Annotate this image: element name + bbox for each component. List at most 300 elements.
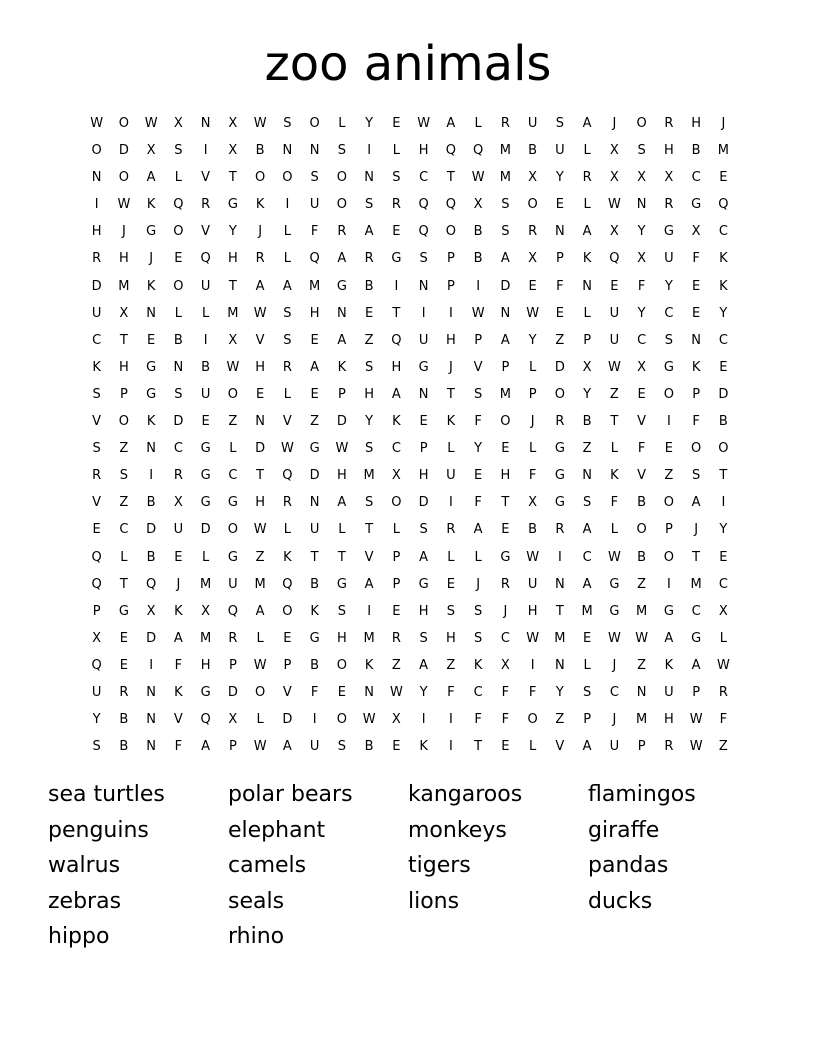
grid-letter: X — [691, 224, 701, 240]
grid-letter: C — [391, 441, 401, 457]
grid-letter: G — [691, 630, 702, 646]
grid-letter: D — [146, 630, 157, 646]
grid-letter: U — [309, 522, 320, 538]
grid-letter: D — [173, 414, 184, 430]
grid-letter: B — [528, 143, 538, 159]
grid-letter: N — [418, 278, 429, 294]
word-list-item: polar bears — [228, 782, 353, 807]
grid-letter: A — [391, 386, 401, 402]
grid-letter: K — [310, 603, 319, 619]
grid-letter: K — [337, 359, 347, 375]
grid-letter: S — [555, 116, 564, 131]
grid-letter: R — [664, 739, 674, 755]
grid-row — [83, 304, 737, 331]
grid-letter: I — [149, 468, 154, 484]
grid-letter: K — [473, 657, 483, 673]
grid-letter: P — [583, 332, 592, 348]
grid-letter: B — [691, 143, 701, 159]
grid-letter: A — [255, 278, 265, 294]
grid-letter: A — [691, 657, 701, 673]
grid-letter: G — [663, 359, 674, 375]
grid-letter: Q — [445, 143, 456, 159]
grid-letter: B — [310, 657, 320, 673]
grid-letter: D — [200, 522, 211, 538]
grid-letter: G — [336, 576, 347, 592]
grid-row — [83, 737, 737, 764]
grid-letter: Z — [119, 495, 129, 511]
grid-letter: G — [146, 224, 157, 240]
grid-letter: K — [719, 251, 728, 267]
grid-letter: M — [363, 630, 375, 646]
grid-letter: R — [391, 630, 401, 646]
grid-letter: X — [637, 251, 647, 267]
grid-letter: J — [612, 712, 617, 728]
grid-letter: N — [691, 332, 701, 348]
grid-letter: E — [528, 278, 537, 294]
grid-letter: V — [364, 549, 374, 565]
grid-letter: L — [202, 549, 210, 565]
grid-letter: W — [253, 739, 267, 755]
grid-letter: G — [309, 630, 320, 646]
grid-letter: A — [582, 576, 592, 592]
grid-letter: L — [120, 549, 128, 565]
grid-letter: Z — [255, 549, 265, 565]
grid-letter: C — [691, 170, 701, 186]
grid-letter: X — [391, 468, 401, 484]
grid-row — [83, 249, 737, 276]
grid-letter: N — [173, 359, 184, 375]
grid-letter: I — [203, 332, 208, 348]
grid-letter: Q — [91, 657, 102, 673]
grid-letter: A — [201, 739, 211, 755]
grid-letter: L — [447, 441, 455, 457]
grid-row — [83, 683, 737, 710]
grid-letter: S — [473, 630, 483, 646]
grid-letter: W — [689, 712, 703, 728]
grid-letter: S — [664, 332, 673, 348]
grid-letter: N — [337, 305, 347, 321]
grid-letter: E — [692, 305, 701, 321]
grid-letter: N — [364, 684, 374, 700]
grid-letter: C — [119, 522, 129, 538]
grid-letter: O — [282, 603, 293, 619]
grid-letter: O — [255, 684, 266, 700]
grid-letter: P — [692, 386, 701, 402]
grid-letter: H — [118, 251, 129, 267]
grid-letter: Y — [92, 712, 101, 728]
grid-letter: B — [637, 495, 647, 511]
grid-row — [83, 439, 737, 466]
grid-letter: I — [394, 278, 399, 294]
grid-letter: O — [118, 116, 129, 131]
grid-letter: L — [174, 170, 182, 186]
grid-letter: X — [609, 224, 619, 240]
grid-letter: E — [501, 441, 510, 457]
grid-letter: L — [174, 305, 182, 321]
grid-letter: Q — [418, 197, 429, 213]
grid-letter: N — [282, 143, 293, 159]
grid-letter: N — [364, 170, 374, 186]
grid-letter: N — [309, 495, 320, 511]
grid-letter: R — [173, 468, 183, 484]
grid-letter: S — [310, 170, 319, 186]
grid-letter: B — [364, 278, 374, 294]
grid-letter: P — [92, 603, 101, 619]
grid-letter: B — [146, 495, 156, 511]
grid-letter: N — [418, 386, 429, 402]
grid-letter: H — [391, 359, 402, 375]
grid-letter: P — [228, 739, 237, 755]
grid-letter: I — [557, 549, 562, 565]
grid-letter: L — [202, 305, 210, 321]
grid-letter: Z — [637, 576, 647, 592]
grid-letter: B — [146, 549, 156, 565]
grid-letter: X — [146, 143, 156, 159]
grid-letter: O — [91, 143, 102, 159]
grid-letter: E — [637, 386, 646, 402]
grid-letter: U — [446, 468, 456, 484]
grid-letter: L — [610, 441, 618, 457]
grid-letter: A — [364, 224, 374, 240]
grid-letter: G — [554, 468, 565, 484]
grid-letter: Z — [664, 468, 674, 484]
grid-letter: I — [421, 305, 426, 321]
grid-letter: R — [119, 684, 129, 700]
grid-letter: H — [663, 712, 674, 728]
grid-letter: E — [392, 116, 401, 131]
grid-letter: S — [446, 603, 455, 619]
grid-letter: B — [173, 332, 183, 348]
grid-letter: T — [692, 549, 701, 565]
grid-letter: G — [663, 224, 674, 240]
grid-letter: W — [389, 684, 403, 700]
grid-letter: L — [392, 522, 400, 538]
grid-letter: P — [337, 386, 346, 402]
grid-letter: H — [691, 116, 702, 131]
grid-row — [83, 656, 737, 683]
grid-letter: H — [91, 224, 102, 240]
grid-letter: R — [528, 224, 538, 240]
grid-letter: O — [118, 414, 129, 430]
grid-letter: Q — [418, 224, 429, 240]
grid-letter: N — [555, 224, 565, 240]
grid-letter: D — [255, 441, 266, 457]
grid-letter: E — [583, 630, 592, 646]
grid-letter: H — [445, 630, 456, 646]
grid-row — [83, 168, 737, 195]
grid-letter: W — [362, 712, 376, 728]
grid-letter: Q — [718, 197, 729, 213]
grid-letter: L — [610, 522, 618, 538]
grid-letter: S — [92, 386, 101, 402]
grid-letter: P — [392, 549, 401, 565]
grid-letter: A — [282, 739, 292, 755]
grid-letter: N — [309, 143, 320, 159]
grid-letter: I — [367, 143, 372, 159]
grid-letter: H — [418, 468, 429, 484]
grid-letter: O — [636, 522, 647, 538]
grid-letter: Q — [391, 332, 402, 348]
grid-letter: R — [282, 495, 292, 511]
grid-letter: H — [118, 359, 129, 375]
grid-letter: L — [338, 116, 346, 131]
grid-letter: W — [253, 522, 267, 538]
grid-letter: T — [119, 576, 128, 592]
grid-letter: E — [310, 386, 319, 402]
grid-letter: A — [473, 522, 483, 538]
grid-letter: Z — [119, 441, 129, 457]
grid-letter: C — [92, 332, 102, 348]
grid-letter: T — [256, 468, 265, 484]
grid-letter: J — [612, 657, 617, 673]
grid-letter: N — [146, 712, 156, 728]
grid-letter: Y — [719, 522, 728, 538]
grid-letter: T — [392, 305, 401, 321]
word-list-item: penguins — [48, 817, 149, 843]
word-list-item: zebras — [48, 888, 122, 914]
grid-letter: W — [226, 359, 240, 375]
grid-letter: R — [555, 414, 565, 430]
grid-letter: F — [474, 712, 482, 728]
grid-letter: K — [610, 468, 619, 484]
grid-letter: W — [526, 305, 540, 321]
grid-letter: K — [364, 657, 374, 673]
grid-letter: U — [91, 305, 102, 321]
grid-letter: H — [255, 495, 266, 511]
grid-letter: T — [228, 170, 237, 186]
grid-letter: W — [253, 116, 267, 131]
grid-letter: S — [419, 522, 428, 538]
grid-letter: L — [529, 359, 537, 375]
grid-letter: L — [583, 657, 591, 673]
grid-row — [83, 710, 737, 737]
grid-letter: U — [173, 522, 184, 538]
grid-letter: H — [500, 468, 511, 484]
grid-letter: I — [721, 495, 726, 511]
grid-letter: X — [528, 251, 538, 267]
grid-letter: L — [229, 441, 237, 457]
grid-row — [83, 195, 737, 222]
grid-letter: E — [501, 739, 510, 755]
grid-letter: O — [691, 441, 702, 457]
grid-letter: K — [255, 197, 265, 213]
grid-letter: U — [609, 332, 620, 348]
grid-letter: J — [258, 224, 263, 240]
grid-letter: I — [666, 414, 671, 430]
grid-letter: D — [418, 495, 429, 511]
grid-letter: A — [146, 170, 156, 186]
grid-letter: R — [391, 197, 401, 213]
grid-letter: S — [92, 441, 101, 457]
grid-letter: O — [663, 495, 674, 511]
grid-letter: R — [718, 684, 728, 700]
grid-letter: V — [282, 684, 292, 700]
grid-letter: S — [119, 468, 128, 484]
word-list-item: kangaroos — [408, 782, 523, 807]
grid-letter: U — [555, 143, 565, 159]
grid-letter: L — [283, 224, 291, 240]
grid-letter: X — [582, 359, 592, 375]
grid-letter: M — [636, 712, 648, 728]
grid-letter: R — [500, 116, 510, 131]
grid-letter: T — [446, 170, 455, 186]
grid-letter: W — [280, 441, 294, 457]
grid-letter: A — [337, 251, 347, 267]
grid-letter: Y — [365, 116, 374, 131]
grid-letter: O — [663, 386, 674, 402]
grid-letter: Y — [719, 305, 728, 321]
grid-letter: R — [664, 197, 674, 213]
word-list-item: hippo — [48, 924, 110, 949]
grid-letter: X — [637, 170, 647, 186]
grid-row — [83, 277, 737, 304]
grid-letter: X — [228, 143, 238, 159]
grid-letter: Q — [609, 251, 620, 267]
grid-letter: H — [336, 630, 347, 646]
grid-letter: U — [200, 386, 211, 402]
grid-letter: J — [149, 251, 154, 267]
grid-letter: N — [555, 576, 565, 592]
grid-letter: R — [364, 251, 374, 267]
grid-letter: I — [530, 657, 535, 673]
grid-letter: T — [365, 522, 374, 538]
grid-letter: P — [501, 359, 510, 375]
grid-letter: O — [282, 170, 293, 186]
grid-row — [83, 466, 737, 493]
grid-letter: E — [446, 576, 455, 592]
grid-letter: M — [690, 576, 702, 592]
grid-letter: G — [663, 603, 674, 619]
grid-letter: O — [255, 170, 266, 186]
grid-letter: Z — [446, 657, 456, 673]
grid-letter: O — [391, 495, 402, 511]
grid-letter: I — [367, 603, 372, 619]
grid-letter: K — [392, 414, 401, 430]
grid-letter: K — [174, 603, 183, 619]
grid-letter: K — [582, 251, 592, 267]
grid-letter: F — [637, 278, 646, 294]
grid-letter: X — [391, 712, 401, 728]
grid-letter: M — [309, 278, 321, 294]
grid-letter: R — [255, 251, 265, 267]
grid-letter: H — [364, 386, 375, 402]
grid-letter: B — [119, 739, 129, 755]
word-list-item: elephant — [228, 817, 326, 843]
grid-letter: D — [500, 278, 511, 294]
grid-letter: P — [474, 332, 483, 348]
grid-letter: V — [555, 739, 565, 755]
grid-letter: V — [282, 414, 292, 430]
grid-letter: Q — [282, 576, 293, 592]
grid-letter: A — [364, 576, 374, 592]
grid-letter: G — [200, 441, 211, 457]
grid-letter: G — [227, 495, 238, 511]
grid-letter: E — [392, 603, 401, 619]
grid-letter: L — [447, 549, 455, 565]
grid-letter: V — [173, 712, 183, 728]
grid-letter: E — [174, 251, 183, 267]
grid-letter: L — [719, 630, 727, 646]
grid-letter: E — [501, 522, 510, 538]
grid-letter: W — [335, 441, 349, 457]
grid-letter: U — [200, 278, 211, 294]
grid-letter: G — [200, 495, 211, 511]
grid-letter: N — [146, 305, 156, 321]
grid-letter: T — [719, 468, 728, 484]
grid-letter: W — [117, 197, 131, 213]
grid-letter: X — [119, 305, 129, 321]
grid-letter: X — [637, 359, 647, 375]
grid-letter: X — [228, 332, 238, 348]
grid-letter: J — [448, 359, 453, 375]
grid-letter: Q — [282, 468, 293, 484]
grid-letter: F — [637, 441, 646, 457]
grid-letter: F — [310, 224, 319, 240]
grid-letter: A — [500, 332, 510, 348]
grid-letter: U — [228, 576, 238, 592]
grid-letter: C — [718, 332, 728, 348]
grid-letter: W — [607, 549, 621, 565]
grid-letter: D — [146, 522, 157, 538]
grid-letter: G — [554, 441, 565, 457]
grid-letter: Z — [555, 712, 565, 728]
grid-letter: O — [527, 712, 538, 728]
grid-letter: C — [718, 576, 728, 592]
grid-letter: R — [92, 468, 102, 484]
grid-letter: G — [418, 576, 429, 592]
word-list — [48, 780, 768, 958]
grid-letter: W — [471, 170, 485, 186]
word-list-item: rhino — [228, 924, 285, 949]
grid-letter: B — [364, 739, 374, 755]
grid-letter: S — [283, 305, 292, 321]
grid-row — [83, 520, 737, 547]
grid-letter: D — [118, 143, 129, 159]
grid-letter: A — [310, 359, 320, 375]
grid-letter: A — [582, 739, 592, 755]
grid-letter: H — [200, 657, 211, 673]
grid-letter: G — [309, 441, 320, 457]
grid-letter: S — [419, 251, 428, 267]
grid-letter: N — [146, 739, 156, 755]
grid-letter: F — [310, 684, 319, 700]
grid-letter: W — [144, 116, 158, 131]
grid-letter: K — [146, 278, 156, 294]
grid-letter: F — [719, 712, 728, 728]
grid-letter: A — [446, 116, 456, 131]
grid-letter: U — [418, 332, 429, 348]
grid-letter: Z — [555, 332, 565, 348]
grid-letter: N — [146, 441, 156, 457]
grid-letter: P — [528, 386, 537, 402]
grid-letter: P — [692, 684, 701, 700]
grid-letter: K — [283, 549, 292, 565]
grid-letter: E — [201, 414, 210, 430]
grid-letter: C — [173, 441, 183, 457]
grid-letter: R — [201, 197, 211, 213]
grid-letter: A — [582, 116, 592, 131]
grid-letter: R — [500, 576, 510, 592]
grid-letter: X — [718, 603, 728, 619]
grid-row — [83, 602, 737, 629]
grid-letter: S — [364, 495, 374, 511]
grid-letter: Y — [365, 414, 374, 430]
grid-letter: O — [309, 116, 320, 131]
grid-letter: R — [582, 170, 592, 186]
grid-letter: V — [92, 414, 102, 430]
grid-letter: E — [555, 305, 564, 321]
grid-letter: S — [582, 684, 592, 700]
